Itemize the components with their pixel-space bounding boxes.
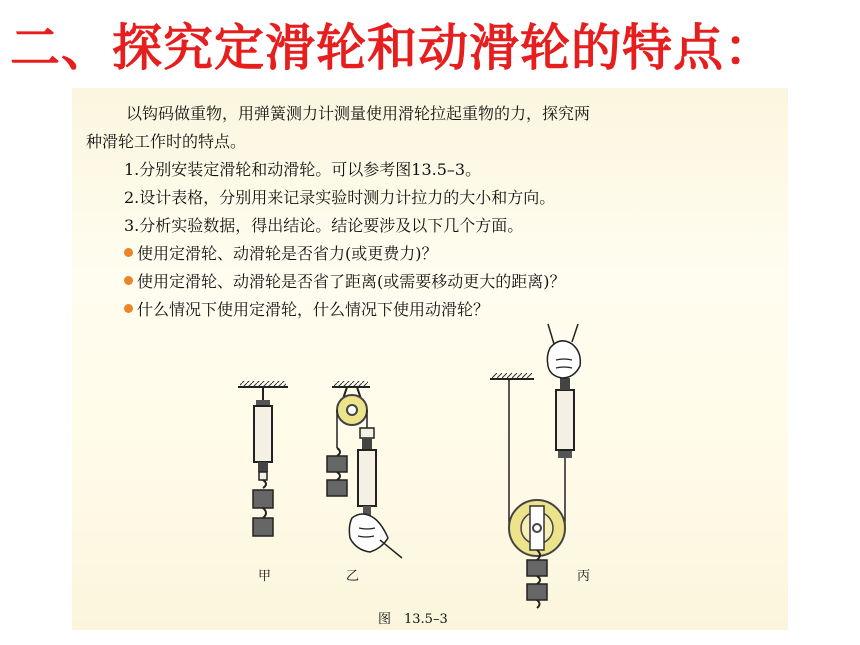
weight-b2 xyxy=(327,480,347,496)
setup-jia xyxy=(238,381,288,536)
weight-a1 xyxy=(253,490,273,508)
weight-hook-b1 xyxy=(337,448,340,456)
sleeve-b xyxy=(380,540,402,558)
passage-line-2: 种滑轮工作时的特点。 xyxy=(86,132,247,151)
movable-pulley-axle xyxy=(533,524,541,532)
setup-yi xyxy=(327,381,402,558)
bullet-item xyxy=(86,296,776,324)
weight-hook-a1 xyxy=(263,480,266,488)
figure-caption: 图 13.5–3 xyxy=(378,612,448,627)
spring-scale-c xyxy=(556,390,574,450)
bullet-dot xyxy=(124,248,133,257)
experiment-passage xyxy=(86,100,776,324)
bullet-item xyxy=(86,268,776,296)
bullet-dot xyxy=(124,276,133,285)
weight-hook-c2 xyxy=(537,576,540,584)
step-3: 3.分析实验数据，得出结论。结论要涉及以下几个方面。 xyxy=(124,216,524,235)
spring-scale-a xyxy=(254,406,272,462)
bullet-dot xyxy=(124,304,133,313)
weight-hook-a2 xyxy=(263,508,266,518)
hand-b xyxy=(349,514,388,552)
passage-line-1: 以钩码做重物，用弹簧测力计测量使用滑轮拉起重物的力，探究两 xyxy=(126,104,591,123)
step-2: 2.设计表格，分别用来记录实验时测力计拉力的大小和方向。 xyxy=(124,188,556,207)
weight-hook-b2 xyxy=(337,472,340,480)
weight-b1 xyxy=(327,456,347,472)
sleeve-c1 xyxy=(548,324,554,344)
scale-top-b xyxy=(360,428,374,438)
figure-label-bing: 丙 xyxy=(577,569,591,584)
figure-label-yi: 乙 xyxy=(346,569,360,584)
bullet-text: 使用定滑轮、动滑轮是否省了距离(或需要移动更大的距离)？ xyxy=(137,272,566,291)
figure-label-jia: 甲 xyxy=(258,569,272,584)
step-1: 1.分别安装定滑轮和动滑轮。可以参考图13.5–3。 xyxy=(124,160,482,179)
scale-ring-a xyxy=(259,472,267,480)
bullet-text: 什么情况下使用定滑轮，什么情况下使用动滑轮？ xyxy=(137,300,490,319)
bullet-item xyxy=(86,240,776,268)
sleeve-c2 xyxy=(572,324,578,342)
scale-rod-b xyxy=(362,438,372,450)
fixed-pulley-axle xyxy=(347,405,357,415)
weight-a2 xyxy=(253,518,273,536)
textbook-scan xyxy=(72,88,788,630)
weight-c2 xyxy=(527,584,547,600)
bullet-text: 使用定滑轮、动滑轮是否省力(或更费力)？ xyxy=(137,244,438,263)
setup-bing xyxy=(490,324,580,608)
scale-rod-c xyxy=(560,378,570,390)
slide-title: 二、探究定滑轮和动滑轮的特点： xyxy=(10,19,775,77)
scale-end-c xyxy=(558,450,572,458)
scale-rod-a xyxy=(258,462,268,472)
weight-c1 xyxy=(527,560,547,576)
weight-hook-c3 xyxy=(537,600,540,608)
spring-scale-b xyxy=(358,450,376,506)
